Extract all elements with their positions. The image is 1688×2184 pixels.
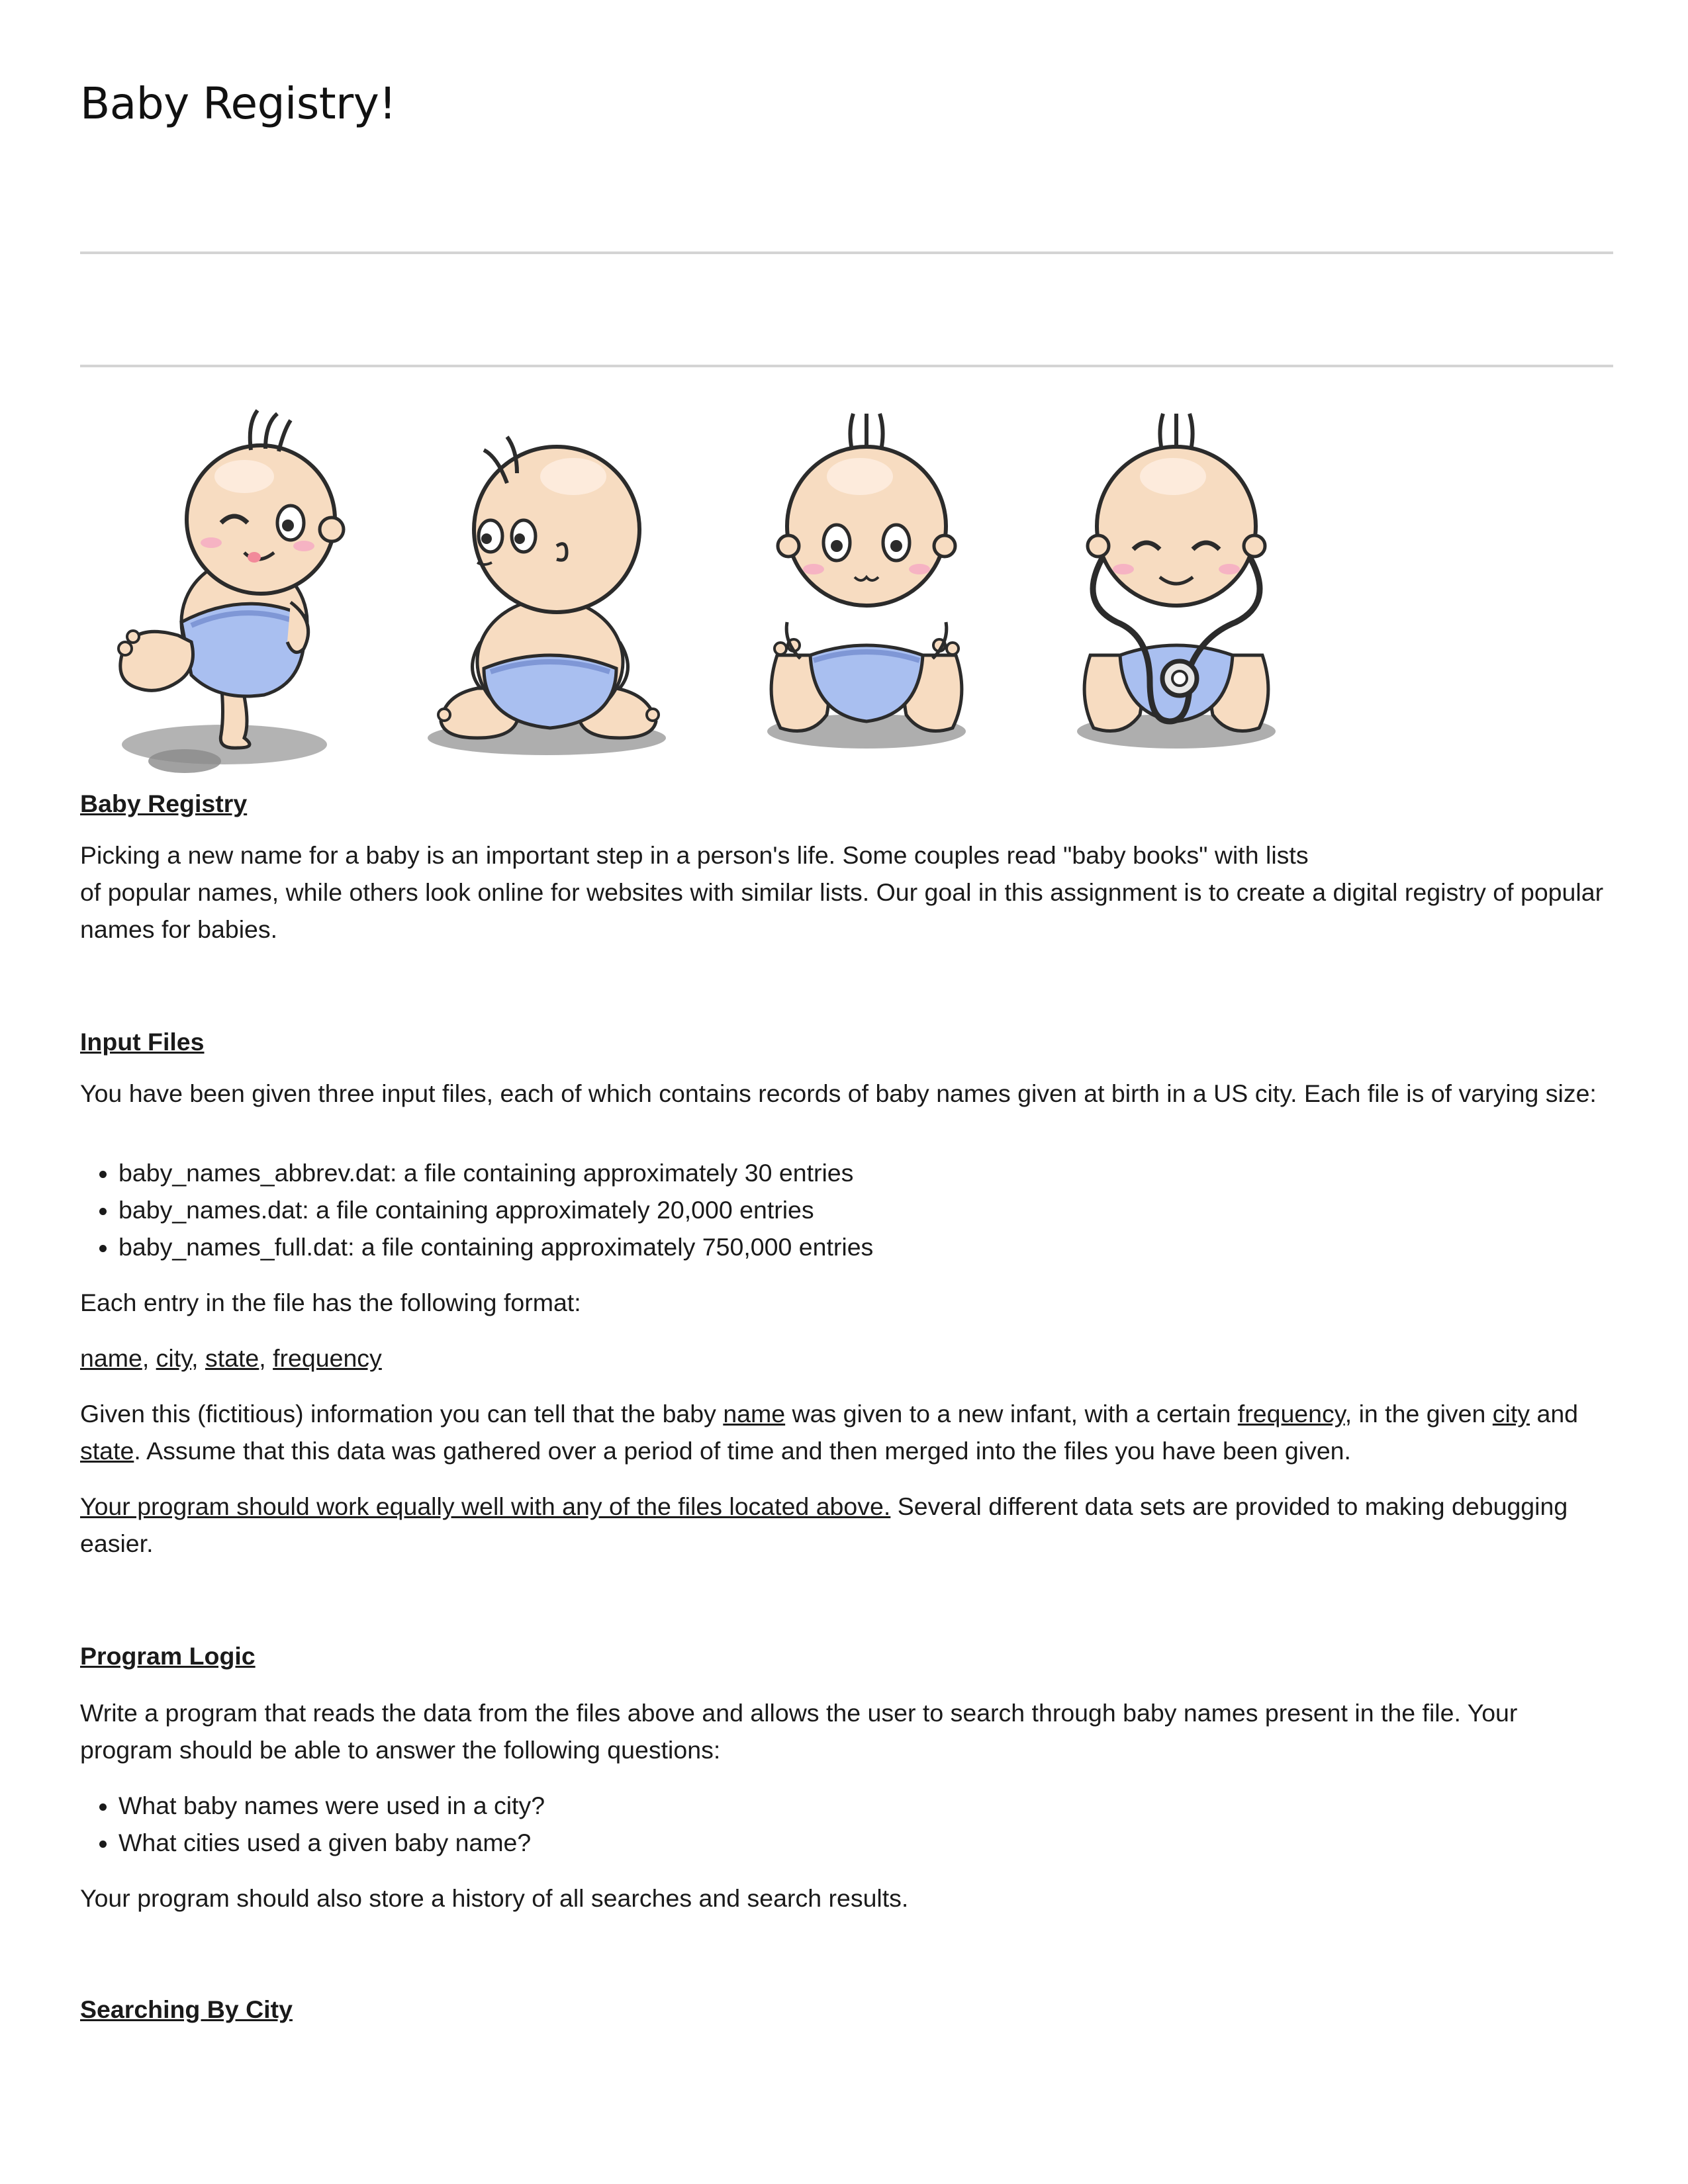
list-item: • baby_names_full.dat: a file containing approximately 750,000 entries xyxy=(118,1228,1613,1265)
history-paragraph: Your program should also store a history of all searches and search results. xyxy=(80,1884,909,1912)
term-name: name xyxy=(723,1400,786,1428)
intro-paragraph xyxy=(80,837,1613,948)
divider xyxy=(80,251,1613,254)
divider xyxy=(80,365,1613,367)
program-logic-intro: Write a program that reads the data from the files above and allows the user to search through baby names present in the file. Your program should be able to answer the following questions: xyxy=(80,1699,1518,1764)
list-item: • What cities used a given baby name? xyxy=(118,1824,1613,1861)
format-field-frequency: frequency xyxy=(273,1344,382,1372)
format-field-name: name xyxy=(80,1344,142,1372)
question-list xyxy=(80,1787,1613,1861)
format-field-state: state xyxy=(205,1344,259,1372)
baby-side-glance-icon xyxy=(418,404,696,781)
section-heading-input-files: Input Files xyxy=(80,1028,205,1056)
term-city: city xyxy=(1492,1400,1530,1428)
input-files-intro: You have been given three input files, each of which contains records of baby names given at birth in a US city. Each file is of varying size: xyxy=(80,1079,1597,1107)
format-line: name, city, state, frequency xyxy=(80,1344,382,1372)
intro-line-2: of popular names, while others look online for websites with similar lists. Our goal in this assignment is to create a digital registry of popular names for babies. xyxy=(80,878,1604,943)
intro-line-1: Picking a new name for a baby is an important step in a person's life. Some couples read "baby books" with lists xyxy=(80,841,1309,869)
babies-illustration xyxy=(80,404,1404,781)
term-state: state xyxy=(80,1437,134,1465)
baby-winking-icon xyxy=(92,404,370,781)
list-item: • What baby names were used in a city? xyxy=(118,1787,1613,1824)
work-equally-paragraph: Your program should work equally well with any of the files located above. Several different data sets are provided to making debugging easier. xyxy=(80,1492,1568,1557)
term-frequency: frequency xyxy=(1237,1400,1345,1428)
baby-sitting-icon xyxy=(727,404,1006,781)
section-heading-program-logic: Program Logic xyxy=(80,1642,256,1670)
format-field-city: city xyxy=(156,1344,192,1372)
section-heading-searching-by-city: Searching By City xyxy=(80,1995,293,2023)
page-title: Baby Registry! xyxy=(80,78,397,129)
section-heading-baby-registry: Baby Registry xyxy=(80,790,248,817)
format-intro: Each entry in the file has the following format: xyxy=(80,1289,581,1316)
work-equally-note: Your program should work equally well with any of the files located above. xyxy=(80,1492,891,1520)
format-explanation: Given this (fictitious) information you can tell that the baby name was given to a new infant, with a certain frequency, in the given city and state. Assume that this data was gathered over a period of time and then merged into the files you have been given. xyxy=(80,1400,1579,1465)
baby-stethoscope-icon xyxy=(1037,404,1315,781)
list-item: • baby_names_abbrev.dat: a file containing approximately 30 entries xyxy=(118,1154,1613,1191)
list-item: • baby_names.dat: a file containing approximately 20,000 entries xyxy=(118,1191,1613,1228)
document-body xyxy=(80,785,1613,2028)
file-list xyxy=(80,1154,1613,1265)
